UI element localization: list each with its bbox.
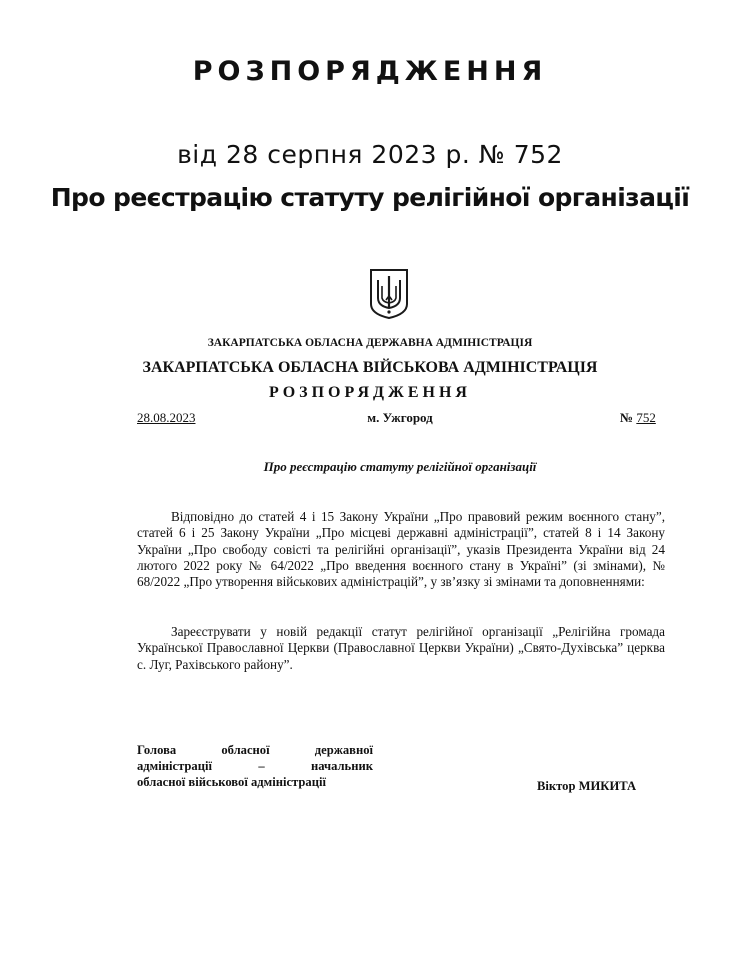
organization-doc-type: РОЗПОРЯДЖЕННЯ (269, 384, 471, 401)
header-subject: Про реєстрацію статуту релігійної організації (50, 183, 690, 212)
meta-city: м. Ужгород (367, 410, 433, 425)
document-paragraph-2: Зареєструвати у новій редакції статут релігійної організації „Релігійна громада Української Православної Церкви (Православної Церкви України) „Свято-Духівська” церква с. Луг, Рахівського району”. (137, 624, 665, 672)
meta-number-value: 752 (636, 410, 656, 425)
signature-name: Віктор МИКИТА (537, 779, 637, 793)
document-paragraph-1: Відповідно до статей 4 і 15 Закону України „Про правовий режим воєнного стану”, статей 6 і 25 Закону України „Про місцеві державні адміністрації”, статей 8 і 14 Закону України „Про свободу совісті та релігійні організації”, указів Президента України від 24 лютого 2022 року № 64/2022 „Про введення воєнного стану в Україні” (зі змінами), № 68/2022 „Про утворення військових адміністрацій”, у зв’язку зі змінами та доповненнями: (137, 509, 665, 590)
document-subject: Про реєстрацію статуту релігійної організації (263, 459, 537, 474)
organization-admin-name: ЗАКАРПАТСЬКА ОБЛАСНА ДЕРЖАВНА АДМІНІСТРАЦІЯ (207, 337, 533, 349)
trident-emblem-icon (368, 268, 410, 320)
signature-position (137, 742, 373, 790)
meta-number-sign: № (620, 410, 634, 425)
organization-military-admin-name: ЗАКАРПАТСЬКА ОБЛАСНА ВІЙСЬКОВА АДМІНІСТРАЦІЯ (142, 359, 598, 376)
header-date-line: від 28 серпня 2023 р. № 752 (177, 140, 563, 169)
meta-date: 28.08.2023 (137, 410, 196, 425)
signature-position-line-1: Голова обласної державної (137, 743, 373, 757)
meta-number (620, 410, 656, 426)
header-title: РОЗПОРЯДЖЕННЯ (192, 56, 548, 87)
signature-position-line-2: адміністрації – начальник (137, 759, 373, 773)
signature-position-line-3: обласної військової адміністрації (137, 775, 326, 789)
